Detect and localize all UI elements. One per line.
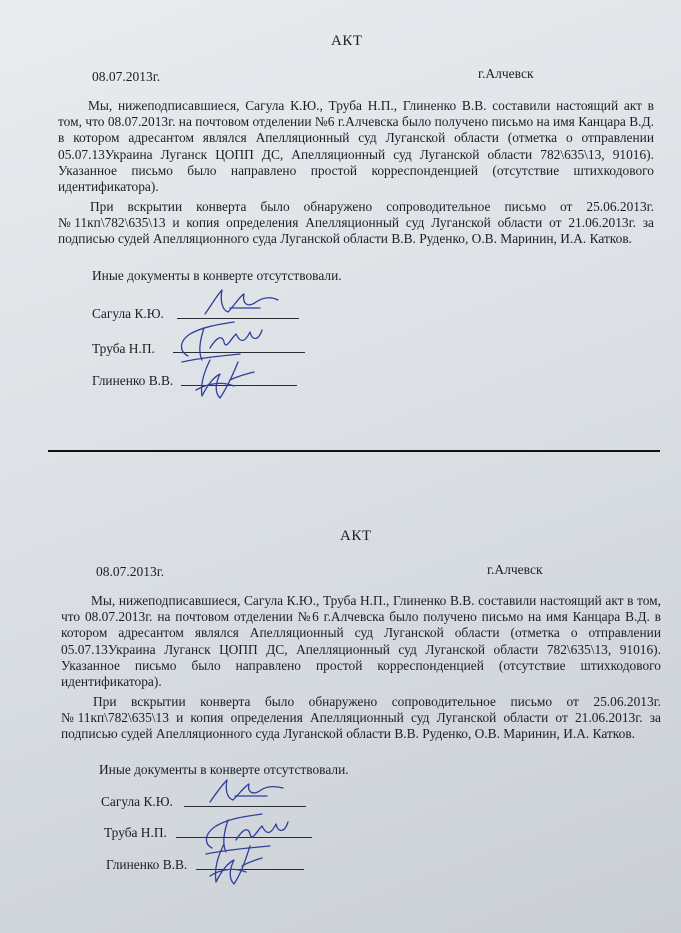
signatory-name: Труба Н.П. (104, 825, 167, 840)
act-date: 08.07.2013г. (92, 69, 161, 84)
signatory-name: Сагула К.Ю. (92, 306, 164, 321)
page-divider (48, 450, 660, 452)
act-city: г.Алчевск (487, 562, 543, 577)
handwritten-signature-glinenko (190, 352, 260, 404)
act-city: г.Алчевск (478, 66, 534, 81)
handwritten-signature-glinenko (206, 836, 266, 890)
act-title: АКТ (340, 528, 372, 544)
act-paragraph-2: При вскрытии конверта было обнаружено сопроводительное письмо от 25.06.2013г. №11кп\782\635\13 и копия определения Апелляционный суд Луганской области от 21.06.2013г. за подписью судей Апелляционного суда Луганской области В.В. Руденко, О.В. Маринин, И.А. Катков. (58, 199, 654, 247)
act-date: 08.07.2013г. (96, 564, 165, 579)
signatory-name: Труба Н.П. (92, 341, 155, 356)
act-paragraph-3: Иные документы в конверте отсутствовали. (92, 268, 342, 283)
act-paragraph-1: Мы, нижеподписавшиеся, Сагула К.Ю., Труба Н.П., Глиненко В.В. составили настоящий акт в том, что 08.07.2013г. на почтовом отделении №6 г.Алчевска было получено письмо на имя Канцара В.Д. в котором адресантом являлся Апелляционный суд Луганской области (отметка о отправлении 05.07.13Украина Луганск ЦОПП ДС, Апелляционный суд Луганской области 782\635\13, 91016). Указанное письмо было направлено простой корреспонденцией (отсутствие штихкодового идентификатора). (61, 593, 661, 690)
handwritten-signature-sagula (205, 776, 295, 810)
act-paragraph-2: При вскрытии конверта было обнаружено сопроводительное письмо от 25.06.2013г. №11кп\782\635\13 и копия определения Апелляционный суд Луганской области от 21.06.2013г. за подписью судей Апелляционного суда Луганской области В.В. Руденко, О.В. Маринин, И.А. Катков. (61, 694, 661, 742)
signatory-name: Сагула К.Ю. (101, 794, 173, 809)
act-paragraph-3: Иные документы в конверте отсутствовали. (99, 762, 349, 777)
signatory-name: Глиненко В.В. (92, 373, 174, 388)
act-paragraph-1: Мы, нижеподписавшиеся, Сагула К.Ю., Труба Н.П., Глиненко В.В. составили настоящий акт в том, что 08.07.2013г. на почтовом отделении №6 г.Алчевска было получено письмо на имя Канцара В.Д. в котором адресантом являлся Апелляционный суд Луганской области (отметка о отправлении 05.07.13Украина Луганск ЦОПП ДС, Апелляционный суд Луганской области 782\635\13, 91016). Указанное письмо было направлено простой корреспонденцией (отсутствие штихкодового идентификатора). (58, 98, 654, 195)
signatory-name: Глиненко В.В. (106, 857, 188, 872)
act-title: АКТ (331, 33, 363, 49)
